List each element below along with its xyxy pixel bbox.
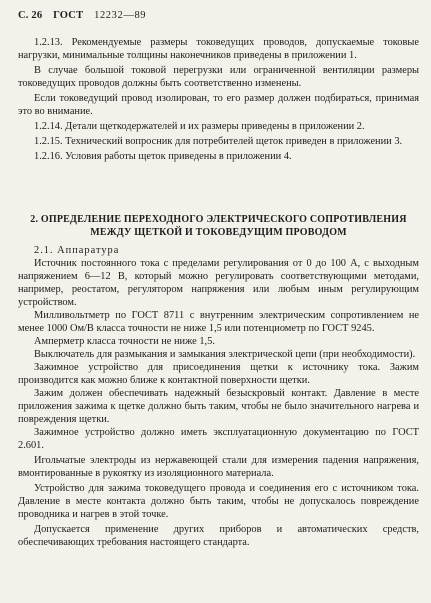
standard-label: ГОСТ bbox=[53, 10, 84, 21]
section-title-line2: МЕЖДУ ЩЕТКОЙ И ТОКОВЕДУЩИМ ПРОВОДОМ bbox=[90, 227, 347, 238]
paragraph: 1.2.15. Технический вопросник для потребителей щеток приведен в приложении 3. bbox=[34, 136, 403, 147]
paragraph: Если токоведущий провод изолирован, то его размер должен подбираться, принимая это во внимание. bbox=[18, 93, 419, 117]
page-number: С. 26 bbox=[18, 10, 43, 21]
paragraph: Амперметр класса точности не ниже 1,5. bbox=[34, 336, 215, 347]
section-heading bbox=[18, 213, 419, 239]
paragraph: Милливольтметр по ГОСТ 8711 с внутренним электрическим сопротивлением не менее 1000 Ом/В класса точности не ниже 1,5 или потенциометр по ГОСТ 9245. bbox=[18, 310, 419, 334]
intro-block bbox=[18, 36, 419, 163]
paragraph: В случае большой токовой перегрузки или ограниченной вентиляции размеры токоведущих проводов должны быть соответственно изменены. bbox=[18, 65, 419, 89]
paragraph: Зажимное устройство для присоединения щетки к источнику тока. Зажим производится как можно ближе к контактной поверхности щетки. bbox=[18, 362, 419, 386]
paragraph: Зажим должен обеспечивать надежный безыскровый контакт. Давление в месте приложения зажима к щетке должно быть таким, чтобы не было значительного нагрева и повреждения щетки. bbox=[18, 388, 419, 425]
paragraph: Зажимное устройство должно иметь эксплуатационную документацию по ГОСТ 2.601. bbox=[18, 427, 419, 451]
page-header bbox=[18, 10, 154, 21]
paragraph: 1.2.13. Рекомендуемые размеры токоведущих проводов, допускаемые токовые нагрузки, минимальные толщины наконечников приведены в приложении 1. bbox=[18, 37, 419, 61]
paragraph: 1.2.16. Условия работы щеток приведены в приложении 4. bbox=[34, 151, 292, 162]
paragraph: 1.2.14. Детали щеткодержателей и их размеры приведены в приложении 2. bbox=[34, 121, 365, 132]
paragraph: Игольчатые электроды из нержавеющей стали для измерения падения напряжения, вмонтированные в рукоятку из изоляционного материала. bbox=[18, 455, 419, 479]
paragraph: Выключатель для размыкания и замыкания электрической цепи (при необходимости). bbox=[34, 349, 416, 360]
paragraph: Допускается применение других приборов и автоматических средств, обеспечивающих требования настоящего стандарта. bbox=[18, 524, 419, 548]
paragraph: Устройство для зажима токоведущего провода и соединения его с источником тока. Давление в месте контакта должно быть таким, чтобы не допускалось повреждение проводника и нагрев в этой точке. bbox=[18, 483, 419, 520]
subsection-title: 2.1. Аппаратура bbox=[34, 245, 120, 256]
document-number: 12232—89 bbox=[94, 10, 147, 21]
body-block bbox=[18, 244, 419, 549]
paragraph: Источник постоянного тока с пределами регулирования от 0 до 100 А, с выходным напряжением 6—12 В, который можно регулировать соответствующими методами, например, реостатом, регулятором напряжения или любым иным регулирующим устройством. bbox=[18, 258, 419, 308]
section-title-line1: 2. ОПРЕДЕЛЕНИЕ ПЕРЕХОДНОГО ЭЛЕКТРИЧЕСКОГО СОПРОТИВЛЕНИЯ bbox=[30, 214, 407, 225]
